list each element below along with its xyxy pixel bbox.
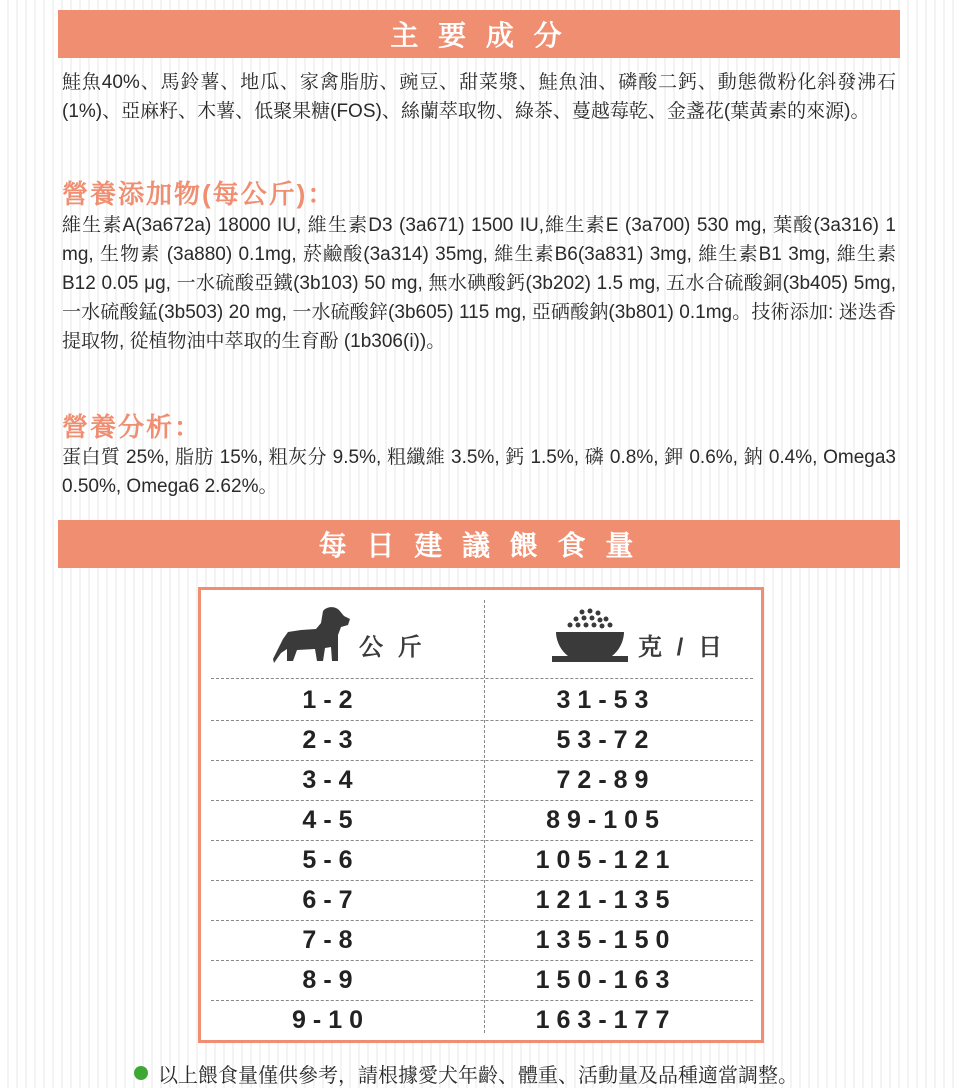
weight-cell: 5-6 — [302, 846, 360, 874]
row-divider — [211, 678, 753, 679]
weight-cell: 8-9 — [302, 966, 360, 994]
additives-title: 營養添加物(每公斤)： — [62, 179, 336, 209]
amount-cell: 89-105 — [546, 806, 666, 834]
weight-column-header: 公 斤 — [359, 634, 426, 661]
additives-text: 維生素A(3a672a) 18000 IU, 維生素D3 (3a671) 1500 IU,維生素E (3a700) 530 mg, 葉酸(3a316) 1 mg, 生物素 (3a880) 0.1mg, 菸鹼酸(3a314) 35mg, 維生素B6(3a831) 3mg, 維生素B1 3mg, 維生素B12 0.05 μg, 一水硫酸亞鐵(3b103) 50 mg, 無水碘酸鈣(3b202) 1.5 mg, 五水合硫酸銅(3b405) 5mg, 一水硫酸錳(3b503) 20 mg, 一水硫酸鋅(3b605) 115 mg, 亞硒酸鈉(3b801) 0.1mg。技術添加: 迷迭香提取物, 從植物油中萃取的生育酚 (1b306(i))。 — [62, 215, 896, 352]
amount-cell: 53-72 — [556, 726, 656, 754]
ingredients-text: 鮭魚40%、馬鈴薯、地瓜、家禽脂肪、豌豆、甜菜漿、鮭魚油、磷酸二鈣、動態微粉化斜發沸石(1%)、亞麻籽、木薯、低聚果糖(FOS)、絲蘭萃取物、綠茶、蔓越莓乾、金盞花(葉黃素的來源)。 — [62, 72, 896, 122]
footnote: 以上餵食量僅供參考，請根據愛犬年齡、體重、活動量及品種適當調整。 — [158, 1065, 798, 1087]
ingredients-title: 主 要 成 分 — [390, 20, 568, 51]
weight-cell: 2-3 — [302, 726, 360, 754]
weight-cell: 6-7 — [302, 886, 360, 914]
amount-cell: 121-135 — [535, 886, 677, 914]
amount-cell: 163-177 — [535, 1006, 677, 1034]
feeding-title: 每 日 建 議 餵 食 量 — [318, 530, 640, 561]
weight-cell: 3-4 — [302, 766, 360, 794]
weight-cell: 7-8 — [302, 926, 360, 954]
bullet-dot-icon — [134, 1066, 148, 1080]
feeding-banner — [58, 520, 900, 568]
weight-cell: 4-5 — [302, 806, 360, 834]
amount-cell: 150-163 — [535, 966, 677, 994]
ingredients-banner — [58, 10, 900, 58]
food-bowl-icon — [548, 608, 632, 664]
dog-icon — [271, 605, 353, 667]
amount-cell: 31-53 — [556, 686, 656, 714]
analysis-text: 蛋白質 25%, 脂肪 15%, 粗灰分 9.5%, 粗纖維 3.5%, 鈣 1.5%, 磷 0.8%, 鉀 0.6%, 鈉 0.4%, Omega3 0.50%, Omega6 2.62%。 — [62, 447, 896, 497]
amount-cell: 135-150 — [535, 926, 677, 954]
column-divider — [484, 600, 485, 1033]
weight-cell: 9-10 — [291, 1006, 371, 1034]
amount-cell: 72-89 — [556, 766, 656, 794]
analysis-title: 營養分析： — [62, 412, 203, 442]
feeding-table — [198, 587, 764, 1043]
amount-cell: 105-121 — [535, 846, 677, 874]
weight-cell: 1-2 — [302, 686, 360, 714]
amount-column-header: 克 / 日 — [638, 634, 727, 661]
